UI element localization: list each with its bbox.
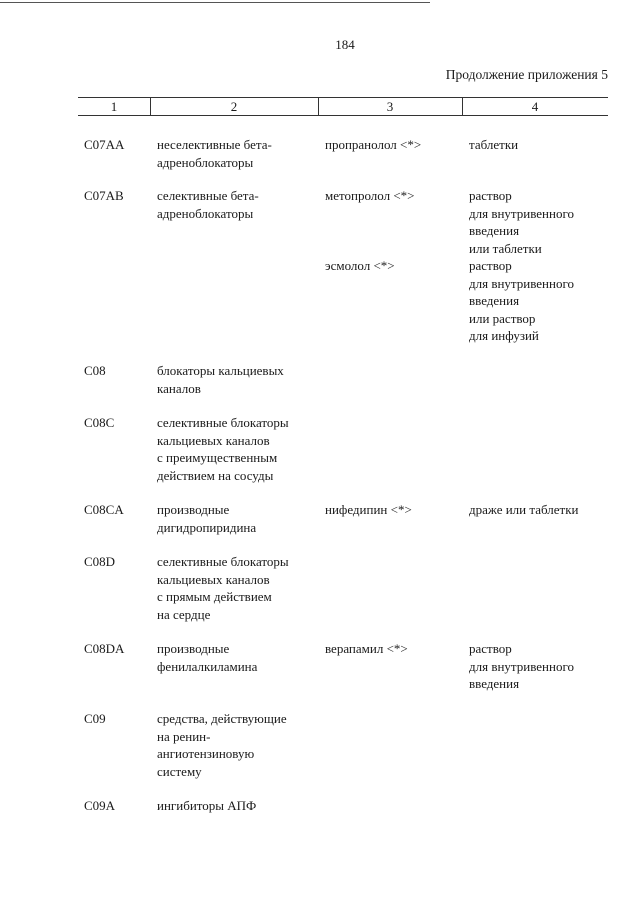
atc-code: C08DA (84, 641, 125, 656)
atc-code: C07AA (84, 137, 125, 152)
atc-code: C08C (84, 415, 115, 430)
column-header-4: 4 (531, 99, 539, 114)
pharmacological-group: селективные бета- адреноблокаторы (157, 188, 259, 221)
atc-code: C08D (84, 554, 116, 569)
column-header-1: 1 (110, 99, 118, 114)
pharmacological-group: производные дигидропиридина (157, 502, 257, 535)
drug-name: нифедипин <*> (325, 502, 412, 517)
pharmacological-group: неселективные бета- адреноблокаторы (157, 137, 272, 170)
dosage-form: таблетки (469, 137, 519, 152)
dosage-form: раствор для внутривенного введения (469, 641, 574, 691)
dosage-form: раствор для внутривенного введения или таблетки (469, 188, 574, 256)
atc-code: C09A (84, 798, 116, 813)
atc-code: C07AB (84, 188, 124, 203)
drug-name: пропранолол <*> (325, 137, 422, 152)
atc-code: C09 (84, 711, 106, 726)
pharmacological-group: селективные блокаторы кальциевых каналов с прямым действием на сердце (157, 554, 289, 622)
table-header (78, 97, 608, 116)
appendix-continuation-title: Продолжение приложения 5 (445, 67, 608, 82)
drug-name: эсмолол <*> (325, 258, 395, 273)
pharmacological-group: производные фенилалкиламина (157, 641, 258, 674)
dosage-form: драже или таблетки (469, 502, 579, 517)
page-number: 184 (335, 37, 355, 52)
atc-code: C08CA (84, 502, 124, 517)
drug-name: верапамил <*> (325, 641, 408, 656)
dosage-form: раствор для внутривенного введения или раствор для инфузий (469, 258, 574, 343)
pharmacological-group: блокаторы кальциевых каналов (157, 363, 284, 396)
column-header-2: 2 (230, 99, 238, 114)
pharmacological-group: средства, действующие на ренин- ангиотензиновую систему (157, 711, 287, 779)
top-rule (0, 2, 430, 3)
pharmacological-group: ингибиторы АПФ (157, 798, 257, 813)
drug-name: метопролол <*> (325, 188, 415, 203)
pharmacological-group: селективные блокаторы кальциевых каналов с преимущественным действием на сосуды (157, 415, 289, 483)
atc-code: C08 (84, 363, 106, 378)
column-header-3: 3 (386, 99, 394, 114)
